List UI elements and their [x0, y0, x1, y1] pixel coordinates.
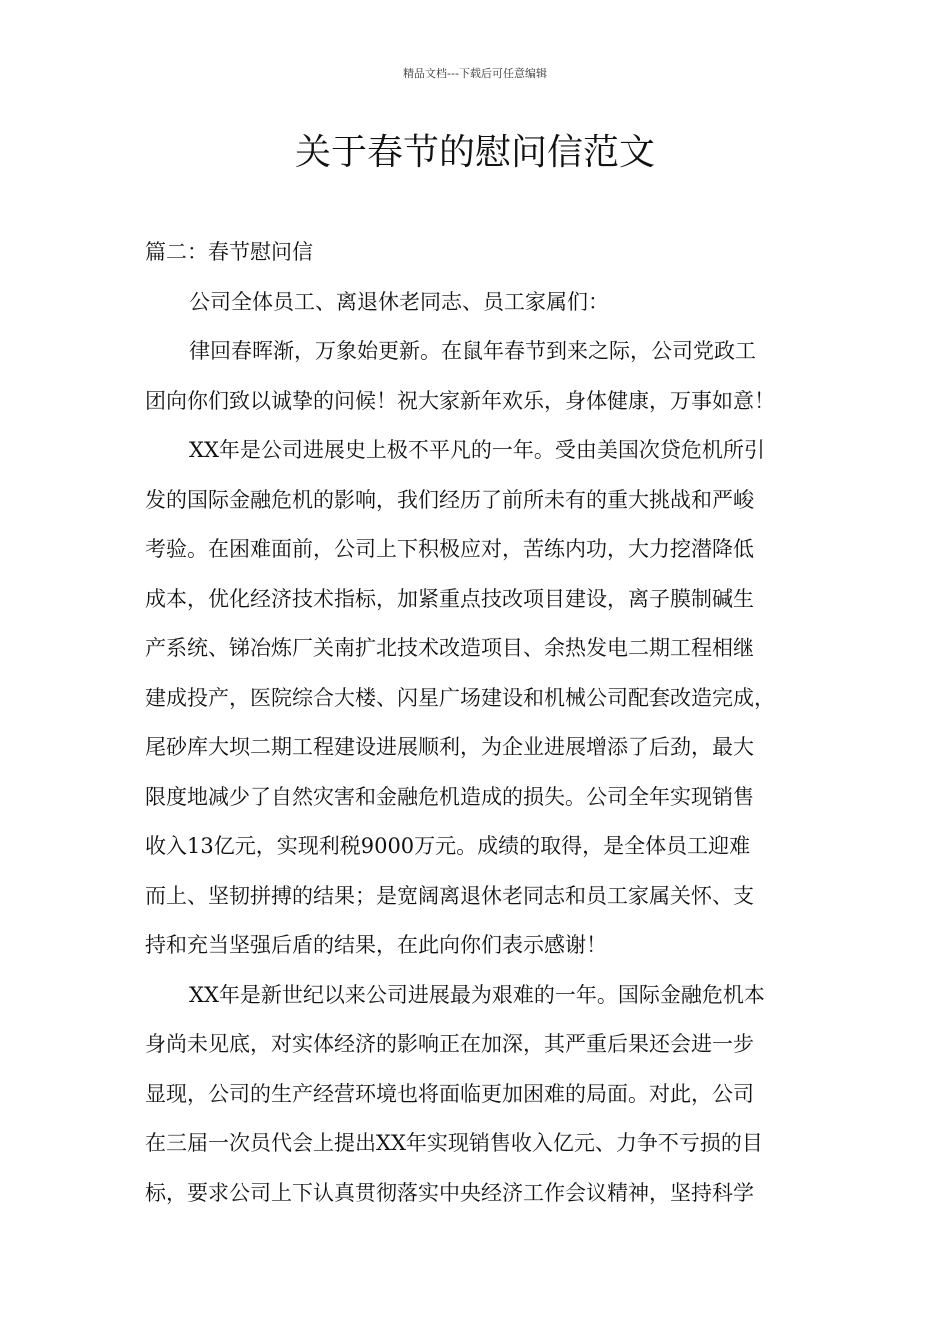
paragraph-line: 尾砂库大坝二期工程建设进展顺利，为企业进展增添了后劲，最大: [145, 735, 754, 759]
paragraph-line: XX年是新世纪以来公司进展最为艰难的一年。国际金融危机本: [189, 982, 765, 1007]
salutation: 公司全体员工、离退休老同志、员工家属们：: [189, 289, 609, 314]
paragraph-line: 显现，公司的生产经营环境也将面临更加困难的局面。对此，公司: [145, 1081, 754, 1106]
paragraph-line: 成本，优化经济技术指标，加紧重点技改项目建设，离子膜制碱生: [145, 586, 754, 611]
paragraph-line: 产系统、锑冶炼厂关南扩北技术改造项目、余热发电二期工程相继: [145, 636, 754, 660]
paragraph-line: 发的国际金融危机的影响，我们经历了前所未有的重大挑战和严峻: [145, 487, 754, 512]
paragraph-line: 团向你们致以诚挚的问候！祝大家新年欢乐，身体健康，万事如意！: [145, 388, 775, 413]
document-body: [145, 228, 817, 1218]
paragraph-line: 建成投产，医院综合大楼、闪星广场建设和机械公司配套改造完成，: [145, 685, 775, 710]
paragraph-line: 收入13亿元，实现利税9000万元。成绩的取得，是全体员工迎难: [145, 834, 751, 858]
paragraph-line: 而上、坚韧拼搏的结果；是宽阔离退休老同志和员工家属关怀、支: [145, 883, 754, 908]
paragraph-line: 标，要求公司上下认真贯彻落实中央经济工作会议精神，坚持科学: [145, 1180, 754, 1205]
paragraph-line: 限度地减少了自然灾害和金融危机造成的损失。公司全年实现销售: [145, 784, 754, 809]
paragraph-line: 律回春晖渐，万象始更新。在鼠年春节到来之际，公司党政工: [189, 339, 756, 363]
paragraph-line: XX年是公司进展史上极不平凡的一年。受由美国次贷危机所引: [189, 438, 765, 462]
section-heading: 篇二：春节慰问信: [145, 240, 313, 264]
paragraph-line: 考验。在困难面前，公司上下积极应对，苦练内功，大力挖潜降低: [145, 537, 754, 561]
page-title: 关于春节的慰问信范文: [294, 132, 655, 173]
paragraph-line: 在三届一次员代会上提出XX年实现销售收入亿元、力争不亏损的目: [145, 1131, 763, 1155]
header-note: 精品文档---下载后可任意编辑: [403, 67, 547, 80]
paragraph-line: 持和充当坚强后盾的结果，在此向你们表示感谢！: [145, 933, 607, 957]
paragraph-line: 身尚未见底，对实体经济的影响正在加深，其严重后果还会进一步: [145, 1032, 754, 1056]
